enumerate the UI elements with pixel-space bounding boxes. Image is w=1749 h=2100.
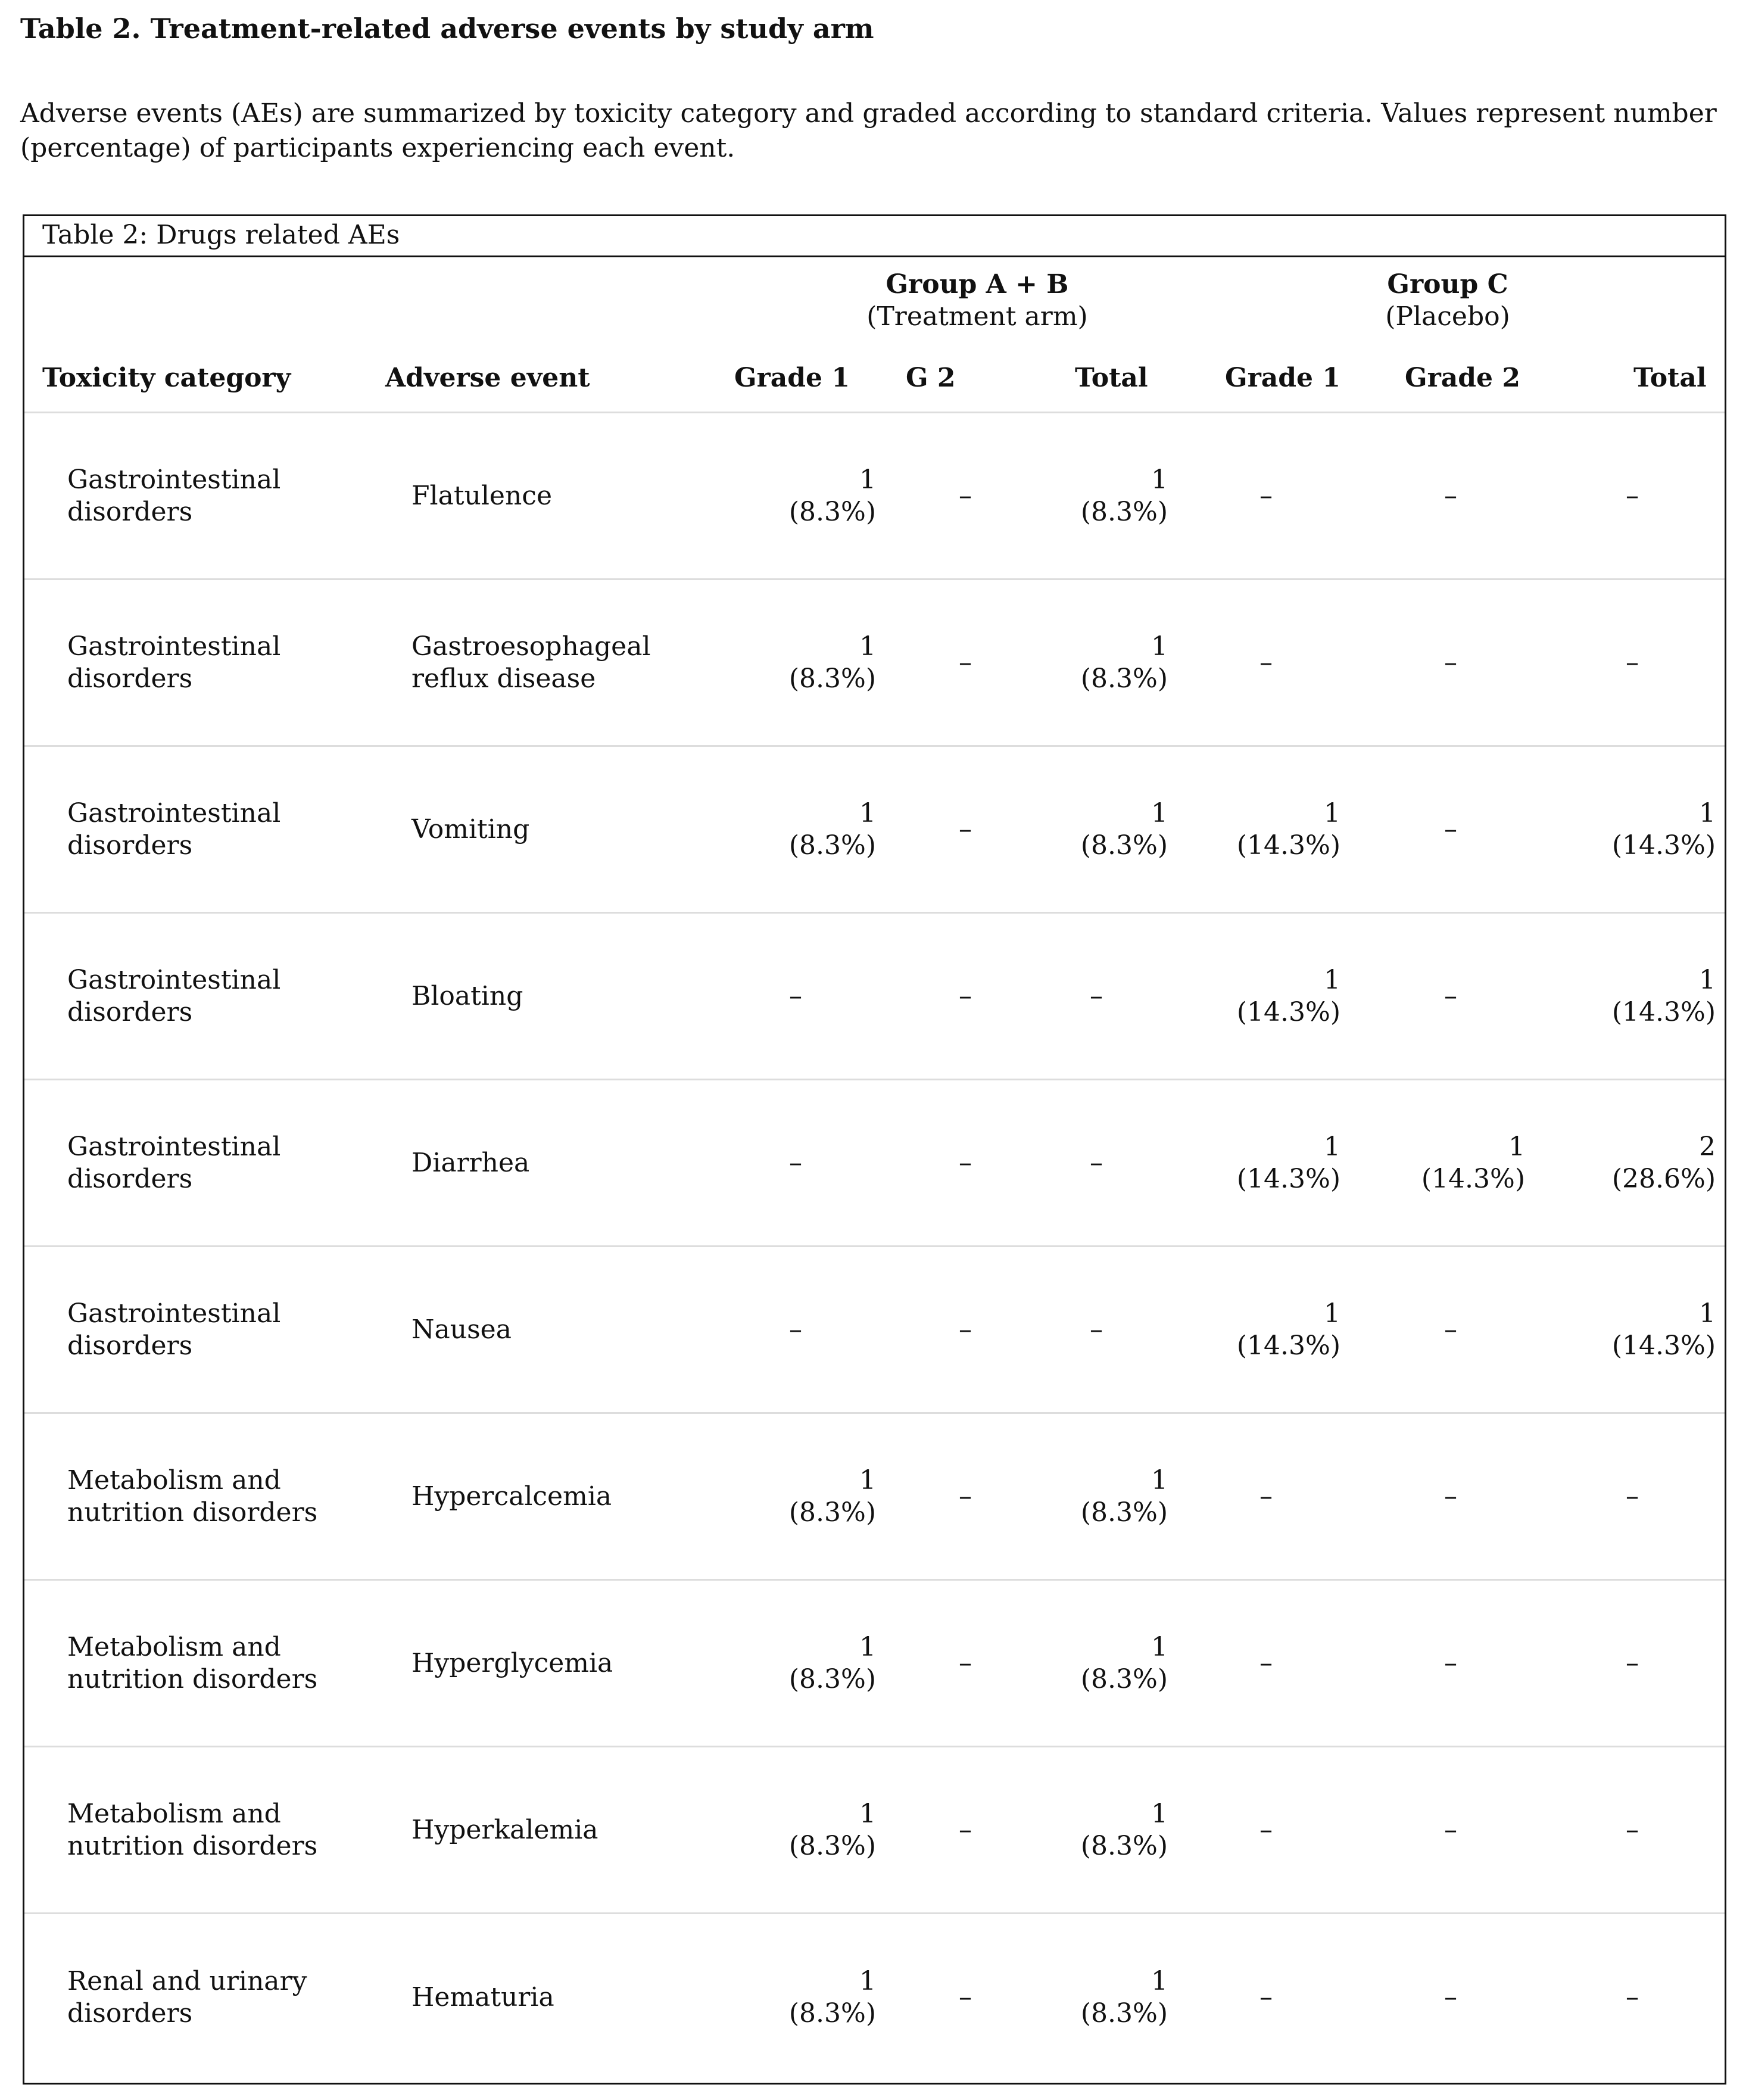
percent-value: (8.3%) bbox=[1080, 663, 1168, 694]
percent-value: (8.3%) bbox=[788, 830, 876, 861]
count-value: 1 bbox=[859, 1631, 876, 1662]
table-row bbox=[24, 1914, 1725, 2081]
toxicity-category-cell: Gastrointestinal disorders bbox=[67, 1298, 281, 1361]
col-header-ab-grade1: Grade 1 bbox=[734, 363, 850, 393]
adverse-event-cell: Hyperkalemia bbox=[411, 1814, 598, 1845]
table-row bbox=[24, 1747, 1725, 1914]
percent-value: (8.3%) bbox=[788, 1663, 876, 1694]
ab-total-cell bbox=[1025, 1747, 1168, 1912]
ab-grade2-cell: – bbox=[959, 814, 972, 845]
count-value: 1 bbox=[1151, 631, 1168, 662]
table-row bbox=[24, 1247, 1725, 1414]
table-label: Table 2: Drugs related AEs bbox=[42, 220, 400, 250]
c-grade2-cell: – bbox=[1444, 1814, 1457, 1845]
c-grade2-cell: – bbox=[1444, 1481, 1457, 1512]
c-grade1-cell: – bbox=[1259, 1647, 1273, 1678]
adverse-event-cell: Flatulence bbox=[411, 480, 552, 511]
toxicity-category-cell: Gastrointestinal disorders bbox=[67, 464, 281, 527]
count-value: 1 bbox=[1151, 797, 1168, 828]
adverse-event-cell: Hematuria bbox=[411, 1982, 554, 2012]
toxicity-category-cell: Metabolism and nutrition disorders bbox=[67, 1465, 318, 1528]
ab-grade1-cell bbox=[715, 1581, 876, 1746]
c-grade2-cell bbox=[1376, 1080, 1525, 1245]
percent-value: (8.3%) bbox=[1080, 1497, 1168, 1528]
c-grade1-cell bbox=[1192, 914, 1340, 1079]
percent-value: (8.3%) bbox=[1080, 1830, 1168, 1861]
c-grade2-cell: – bbox=[1444, 480, 1457, 511]
ab-grade1-cell bbox=[715, 747, 876, 912]
percent-value: (8.3%) bbox=[788, 496, 876, 527]
c-grade2-cell: – bbox=[1444, 814, 1457, 845]
ab-grade1-cell: – bbox=[789, 1314, 802, 1345]
toxicity-category-cell: Gastrointestinal disorders bbox=[67, 1131, 281, 1194]
group-c-title: Group C bbox=[1387, 269, 1508, 300]
table-row bbox=[24, 1581, 1725, 1747]
ab-grade2-cell: – bbox=[959, 1647, 972, 1678]
ab-grade1-cell bbox=[715, 413, 876, 578]
count-value: 1 bbox=[859, 1798, 876, 1829]
col-header-category: Toxicity category bbox=[42, 363, 291, 393]
c-grade1-cell: – bbox=[1259, 1982, 1273, 2012]
ab-grade2-cell: – bbox=[959, 647, 972, 678]
c-grade2-cell: – bbox=[1444, 980, 1457, 1011]
c-total-cell bbox=[1549, 1080, 1716, 1245]
col-header-event: Adverse event bbox=[385, 363, 590, 393]
c-total-cell bbox=[1549, 747, 1716, 912]
count-value: 1 bbox=[859, 631, 876, 662]
ab-total-cell bbox=[1025, 413, 1168, 578]
percent-value: (8.3%) bbox=[1080, 830, 1168, 861]
c-total-cell: – bbox=[1626, 1647, 1639, 1678]
adverse-events-table bbox=[23, 214, 1726, 2085]
ab-total-cell bbox=[1025, 1581, 1168, 1746]
c-grade2-cell: – bbox=[1444, 1982, 1457, 2012]
count-value: 1 bbox=[1151, 1798, 1168, 1829]
c-grade1-cell: – bbox=[1259, 1814, 1273, 1845]
percent-value: (8.3%) bbox=[1080, 1663, 1168, 1694]
adverse-event-cell: Nausea bbox=[411, 1314, 512, 1345]
group-ab-subtitle: (Treatment arm) bbox=[866, 301, 1088, 332]
count-value: 1 bbox=[1151, 1631, 1168, 1662]
c-total-cell: – bbox=[1626, 480, 1639, 511]
ab-total-cell: – bbox=[1090, 1147, 1103, 1178]
percent-value: (8.3%) bbox=[1080, 1998, 1168, 2029]
table-row bbox=[24, 1080, 1725, 1247]
label-divider bbox=[24, 256, 1725, 257]
c-grade2-cell: – bbox=[1444, 1314, 1457, 1345]
percent-value: (8.3%) bbox=[788, 1497, 876, 1528]
ab-grade2-cell: – bbox=[959, 1314, 972, 1345]
c-grade1-cell bbox=[1192, 1247, 1340, 1412]
c-grade1-cell: – bbox=[1259, 647, 1273, 678]
table-caption: Adverse events (AEs) are summarized by toxicity category and graded according to standard criteria. Values represent number (percentage) of participants experiencing each event. bbox=[20, 98, 1717, 163]
count-value: 1 bbox=[1324, 1131, 1340, 1162]
toxicity-category-cell: Metabolism and nutrition disorders bbox=[67, 1631, 318, 1694]
percent-value: (14.3%) bbox=[1611, 1330, 1716, 1361]
percent-value: (8.3%) bbox=[788, 663, 876, 694]
percent-value: (14.3%) bbox=[1236, 1163, 1340, 1194]
count-value: 1 bbox=[859, 1465, 876, 1495]
percent-value: (28.6%) bbox=[1611, 1163, 1716, 1194]
count-value: 1 bbox=[1508, 1131, 1525, 1162]
adverse-event-cell: Diarrhea bbox=[411, 1147, 530, 1178]
percent-value: (14.3%) bbox=[1236, 996, 1340, 1027]
col-header-c-total: Total bbox=[1633, 363, 1707, 393]
c-grade2-cell: – bbox=[1444, 647, 1457, 678]
count-value: 1 bbox=[1699, 797, 1716, 828]
c-grade1-cell: – bbox=[1259, 480, 1273, 511]
ab-grade2-cell: – bbox=[959, 980, 972, 1011]
count-value: 1 bbox=[859, 464, 876, 495]
toxicity-category-cell: Gastrointestinal disorders bbox=[67, 631, 281, 694]
ab-total-cell bbox=[1025, 1414, 1168, 1579]
c-total-cell: – bbox=[1626, 647, 1639, 678]
ab-grade1-cell bbox=[715, 1914, 876, 2081]
ab-grade1-cell: – bbox=[789, 1147, 802, 1178]
count-value: 1 bbox=[1324, 1298, 1340, 1329]
c-grade1-cell bbox=[1192, 747, 1340, 912]
toxicity-category-cell: Gastrointestinal disorders bbox=[67, 964, 281, 1027]
c-total-cell: – bbox=[1626, 1982, 1639, 2012]
adverse-event-cell: Hyperglycemia bbox=[411, 1647, 613, 1678]
count-value: 1 bbox=[1151, 1465, 1168, 1495]
table-row bbox=[24, 914, 1725, 1080]
adverse-event-cell: Hypercalcemia bbox=[411, 1481, 612, 1512]
percent-value: (8.3%) bbox=[1080, 496, 1168, 527]
count-value: 1 bbox=[1151, 1966, 1168, 1996]
c-total-cell: – bbox=[1626, 1481, 1639, 1512]
percent-value: (8.3%) bbox=[788, 1998, 876, 2029]
group-c-header bbox=[1299, 269, 1597, 333]
ab-grade1-cell bbox=[715, 1747, 876, 1912]
ab-grade2-cell: – bbox=[959, 1814, 972, 1845]
adverse-event-cell: Gastroesophageal reflux disease bbox=[411, 631, 651, 694]
toxicity-category-cell: Metabolism and nutrition disorders bbox=[67, 1798, 318, 1861]
toxicity-category-cell: Gastrointestinal disorders bbox=[67, 797, 281, 861]
group-c-subtitle: (Placebo) bbox=[1385, 301, 1510, 332]
percent-value: (14.3%) bbox=[1611, 830, 1716, 861]
ab-total-cell: – bbox=[1090, 980, 1103, 1011]
c-grade1-cell: – bbox=[1259, 1481, 1273, 1512]
ab-total-cell: – bbox=[1090, 1314, 1103, 1345]
col-header-ab-grade2: G 2 bbox=[906, 363, 956, 393]
count-value: 1 bbox=[859, 797, 876, 828]
count-value: 1 bbox=[1151, 464, 1168, 495]
group-ab-title: Group A + B bbox=[886, 269, 1069, 300]
c-total-cell bbox=[1549, 1247, 1716, 1412]
table-row bbox=[24, 580, 1725, 747]
ab-total-cell bbox=[1025, 747, 1168, 912]
col-header-ab-total: Total bbox=[1075, 363, 1148, 393]
c-grade1-cell bbox=[1192, 1080, 1340, 1245]
ab-grade1-cell bbox=[715, 1414, 876, 1579]
ab-grade2-cell: – bbox=[959, 1982, 972, 2012]
table-row bbox=[24, 1414, 1725, 1581]
adverse-event-cell: Vomiting bbox=[411, 814, 530, 845]
c-total-cell bbox=[1549, 914, 1716, 1079]
ab-grade2-cell: – bbox=[959, 1147, 972, 1178]
toxicity-category-cell: Renal and urinary disorders bbox=[67, 1966, 307, 2029]
page-title: Table 2. Treatment-related adverse events by study arm bbox=[20, 13, 874, 45]
ab-grade2-cell: – bbox=[959, 1481, 972, 1512]
ab-grade2-cell: – bbox=[959, 480, 972, 511]
adverse-event-cell: Bloating bbox=[411, 980, 523, 1011]
count-value: 1 bbox=[859, 1966, 876, 1996]
ab-grade1-cell bbox=[715, 580, 876, 745]
percent-value: (14.3%) bbox=[1236, 1330, 1340, 1361]
group-ab-header bbox=[793, 269, 1162, 333]
count-value: 2 bbox=[1699, 1131, 1716, 1162]
percent-value: (8.3%) bbox=[788, 1830, 876, 1861]
count-value: 1 bbox=[1699, 1298, 1716, 1329]
count-value: 1 bbox=[1699, 964, 1716, 995]
ab-total-cell bbox=[1025, 580, 1168, 745]
count-value: 1 bbox=[1324, 797, 1340, 828]
c-grade2-cell: – bbox=[1444, 1647, 1457, 1678]
ab-total-cell bbox=[1025, 1914, 1168, 2081]
col-header-c-grade1: Grade 1 bbox=[1225, 363, 1340, 393]
ab-grade1-cell: – bbox=[789, 980, 802, 1011]
percent-value: (14.3%) bbox=[1421, 1163, 1525, 1194]
col-header-c-grade2: Grade 2 bbox=[1405, 363, 1520, 393]
count-value: 1 bbox=[1324, 964, 1340, 995]
percent-value: (14.3%) bbox=[1236, 830, 1340, 861]
c-total-cell: – bbox=[1626, 1814, 1639, 1845]
table-row bbox=[24, 413, 1725, 580]
table-row bbox=[24, 747, 1725, 914]
percent-value: (14.3%) bbox=[1611, 996, 1716, 1027]
